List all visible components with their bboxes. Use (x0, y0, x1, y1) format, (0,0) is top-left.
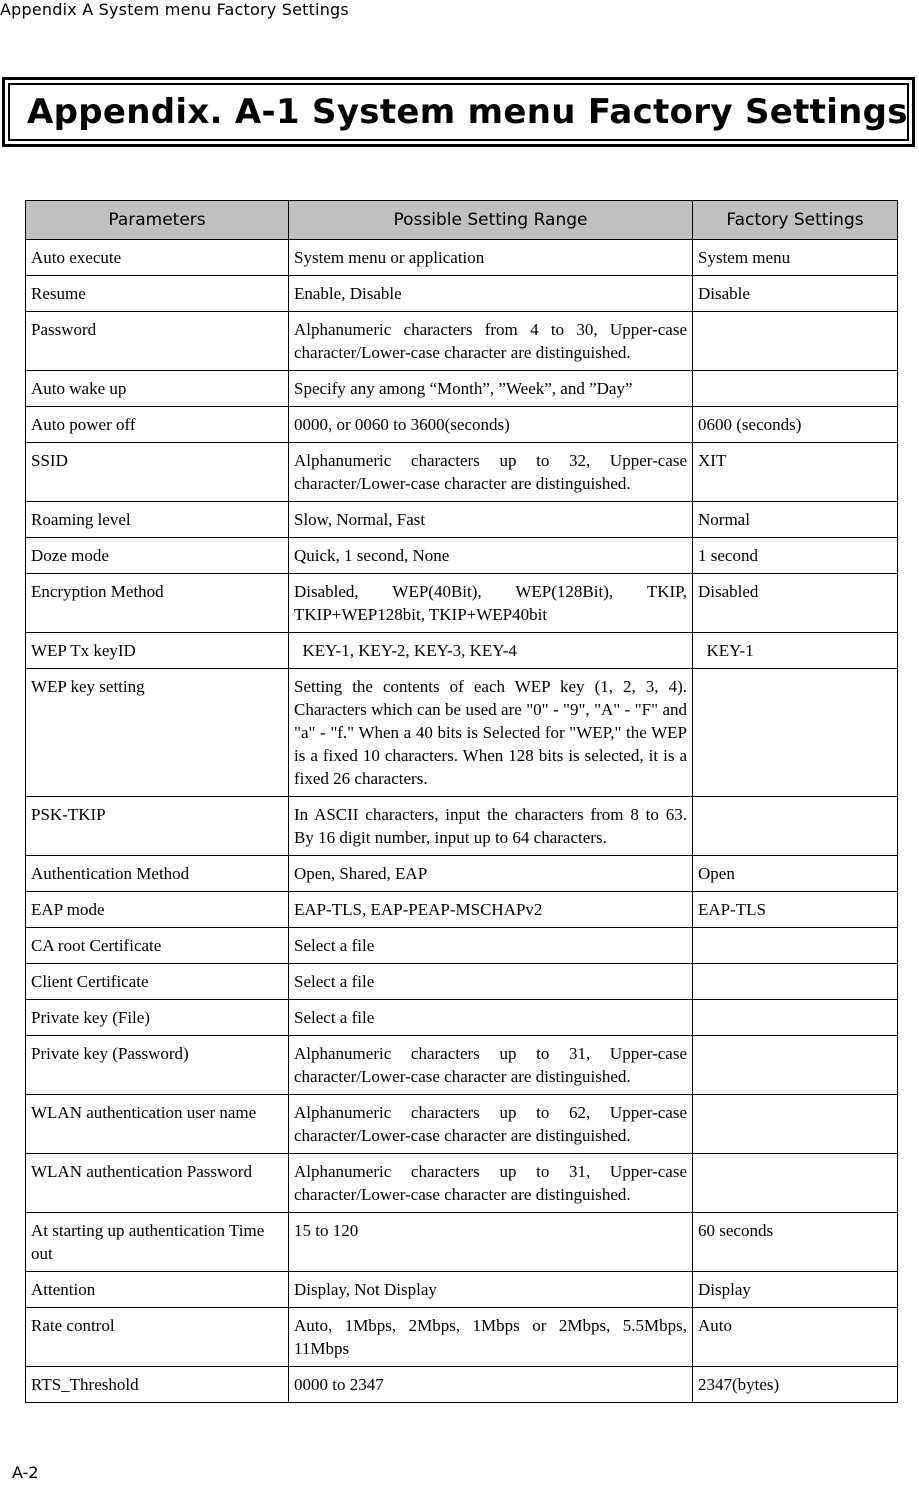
range-cell: 15 to 120 (289, 1213, 693, 1272)
range-cell: Quick, 1 second, None (289, 538, 693, 574)
table-row (26, 1308, 898, 1367)
range-cell: Alphanumeric characters from 4 to 30, Upper-case character/Lower-case character are distinguished. (289, 312, 693, 371)
factory-setting-cell: 2347(bytes) (693, 1367, 898, 1403)
range-cell: EAP-TLS, EAP-PEAP-MSCHAPv2 (289, 892, 693, 928)
parameter-cell: WLAN authentication user name (26, 1095, 289, 1154)
table-row (26, 538, 898, 574)
range-cell: Auto, 1Mbps, 2Mbps, 1Mbps or 2Mbps, 5.5Mbps, 11Mbps (289, 1308, 693, 1367)
range-cell: Select a file (289, 928, 693, 964)
factory-setting-cell (693, 371, 898, 407)
range-cell: 0000 to 2347 (289, 1367, 693, 1403)
table-row (26, 1213, 898, 1272)
parameter-cell: Roaming level (26, 502, 289, 538)
factory-setting-cell (693, 1036, 898, 1095)
page-number: A-2 (12, 1463, 39, 1482)
parameter-cell: WEP key setting (26, 669, 289, 797)
header-possible-setting-range: Possible Setting Range (289, 201, 693, 240)
factory-setting-cell: System menu (693, 240, 898, 276)
factory-setting-cell: Auto (693, 1308, 898, 1367)
title-frame (2, 77, 915, 147)
factory-setting-cell: Disabled (693, 574, 898, 633)
parameter-cell: Private key (Password) (26, 1036, 289, 1095)
parameter-cell: Client Certificate (26, 964, 289, 1000)
parameter-cell: Auto execute (26, 240, 289, 276)
parameter-cell: Attention (26, 1272, 289, 1308)
table-row (26, 1036, 898, 1095)
factory-setting-cell (693, 1000, 898, 1036)
table-row (26, 964, 898, 1000)
range-cell: Select a file (289, 1000, 693, 1036)
range-cell: Alphanumeric characters up to 31, Upper-case character/Lower-case character are distinguished. (289, 1154, 693, 1213)
parameter-cell: At starting up authentication Time out (26, 1213, 289, 1272)
range-cell: Alphanumeric characters up to 62, Upper-case character/Lower-case character are distinguished. (289, 1095, 693, 1154)
factory-setting-cell: KEY-1 (693, 633, 898, 669)
range-cell: KEY-1, KEY-2, KEY-3, KEY-4 (289, 633, 693, 669)
factory-setting-cell: EAP-TLS (693, 892, 898, 928)
factory-setting-cell (693, 312, 898, 371)
parameter-cell: Private key (File) (26, 1000, 289, 1036)
range-cell: Alphanumeric characters up to 31, Upper-case character/Lower-case character are distinguished. (289, 1036, 693, 1095)
range-cell: Slow, Normal, Fast (289, 502, 693, 538)
parameter-cell: Resume (26, 276, 289, 312)
range-cell: In ASCII characters, input the characters from 8 to 63. By 16 digit number, input up to 64 characters. (289, 797, 693, 856)
parameter-cell: EAP mode (26, 892, 289, 928)
parameter-cell: WLAN authentication Password (26, 1154, 289, 1213)
parameter-cell: Authentication Method (26, 856, 289, 892)
table-row (26, 502, 898, 538)
table-row (26, 407, 898, 443)
range-cell: Display, Not Display (289, 1272, 693, 1308)
table-row (26, 312, 898, 371)
range-cell: Open, Shared, EAP (289, 856, 693, 892)
table-row (26, 1272, 898, 1308)
table-row (26, 669, 898, 797)
factory-setting-cell (693, 1095, 898, 1154)
parameter-cell: Doze mode (26, 538, 289, 574)
range-cell: Select a file (289, 964, 693, 1000)
parameter-cell: Encryption Method (26, 574, 289, 633)
table-row (26, 276, 898, 312)
factory-settings-table (25, 200, 898, 1403)
factory-setting-cell (693, 928, 898, 964)
range-cell: 0000, or 0060 to 3600(seconds) (289, 407, 693, 443)
table-row (26, 574, 898, 633)
table-row (26, 928, 898, 964)
factory-setting-cell (693, 1154, 898, 1213)
table-row (26, 856, 898, 892)
parameter-cell: SSID (26, 443, 289, 502)
page-title: Appendix. A-1 System menu Factory Settings (8, 83, 909, 141)
table-row (26, 1095, 898, 1154)
range-cell: Setting the contents of each WEP key (1, 2, 3, 4). Characters which can be used are "0" - "9", "A" - "F" and "a" - "f." When a 40 bits is Selected for "WEP," the WEP is a fixed 10 characters. When 128 bits is selected, it is a fixed 26 characters. (289, 669, 693, 797)
header-parameters: Parameters (26, 201, 289, 240)
table-row (26, 371, 898, 407)
parameter-cell: CA root Certificate (26, 928, 289, 964)
range-cell: Enable, Disable (289, 276, 693, 312)
factory-setting-cell: XIT (693, 443, 898, 502)
factory-setting-cell: Open (693, 856, 898, 892)
factory-setting-cell (693, 797, 898, 856)
parameter-cell: Auto wake up (26, 371, 289, 407)
table-row (26, 797, 898, 856)
table-row (26, 633, 898, 669)
factory-setting-cell: 0600 (seconds) (693, 407, 898, 443)
table-row (26, 1000, 898, 1036)
factory-setting-cell (693, 669, 898, 797)
table-row (26, 240, 898, 276)
factory-setting-cell: 60 seconds (693, 1213, 898, 1272)
parameter-cell: Password (26, 312, 289, 371)
factory-setting-cell (693, 964, 898, 1000)
factory-setting-cell: Normal (693, 502, 898, 538)
parameter-cell: PSK-TKIP (26, 797, 289, 856)
parameter-cell: Rate control (26, 1308, 289, 1367)
range-cell: Alphanumeric characters up to 32, Upper-case character/Lower-case character are distinguished. (289, 443, 693, 502)
range-cell: Disabled, WEP(40Bit), WEP(128Bit), TKIP, TKIP+WEP128bit, TKIP+WEP40bit (289, 574, 693, 633)
parameter-cell: RTS_Threshold (26, 1367, 289, 1403)
factory-setting-cell: 1 second (693, 538, 898, 574)
factory-setting-cell: Disable (693, 276, 898, 312)
table-header-row (26, 201, 898, 240)
table-row (26, 1367, 898, 1403)
range-cell: Specify any among “Month”, ”Week”, and ”Day” (289, 371, 693, 407)
range-cell: System menu or application (289, 240, 693, 276)
parameter-cell: WEP Tx keyID (26, 633, 289, 669)
factory-setting-cell: Display (693, 1272, 898, 1308)
table-row (26, 1154, 898, 1213)
header-factory-settings: Factory Settings (693, 201, 898, 240)
running-header: Appendix A System menu Factory Settings (0, 0, 349, 19)
table-row (26, 443, 898, 502)
parameter-cell: Auto power off (26, 407, 289, 443)
table-row (26, 892, 898, 928)
